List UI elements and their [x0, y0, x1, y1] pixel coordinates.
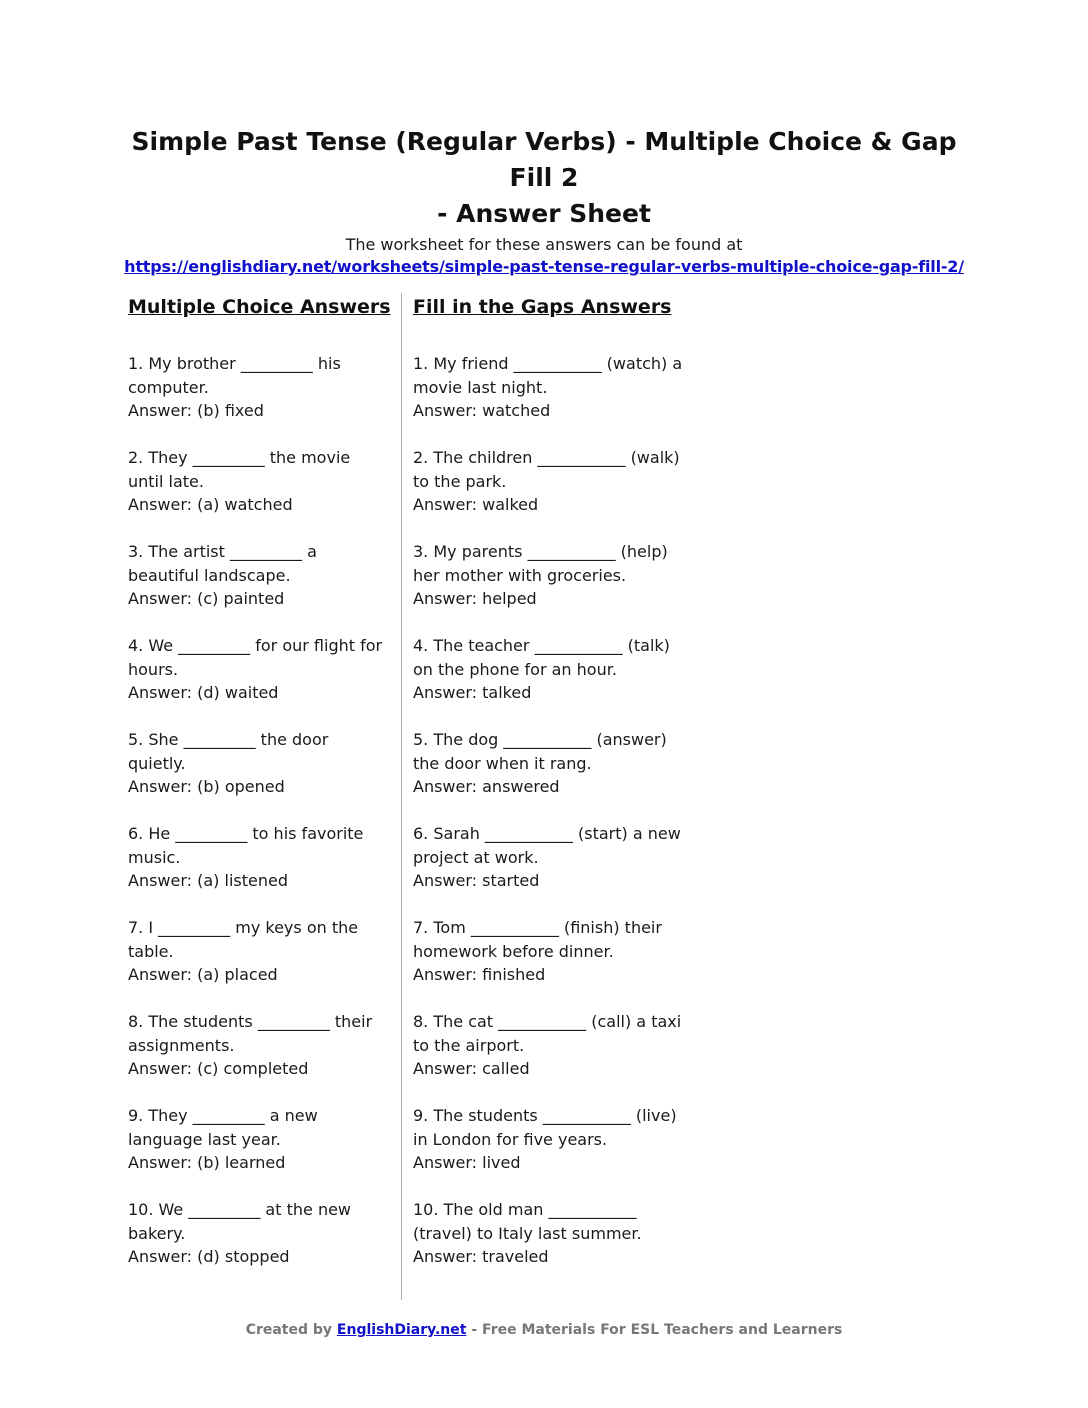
question-text: 6. He _________ to his favorite music. — [128, 824, 364, 867]
question-text: 3. My parents ___________ (help) her mother with groceries. — [413, 542, 668, 585]
answer-text: Answer: (c) painted — [128, 589, 285, 608]
answer-text: Answer: (d) waited — [128, 683, 279, 702]
question-text: 6. Sarah ___________ (start) a new project at work. — [413, 824, 681, 867]
question-text: 1. My brother _________ his computer. — [128, 354, 341, 397]
list-item — [413, 728, 688, 799]
question-text: 2. The children ___________ (walk) to the park. — [413, 448, 680, 491]
question-text: 10. We _________ at the new bakery. — [128, 1200, 352, 1243]
gap-fill-column — [413, 292, 688, 1292]
gap-fill-heading: Fill in the Gaps Answers — [413, 296, 672, 318]
multiple-choice-column — [128, 292, 390, 1292]
footer-prefix: Created by — [245, 1322, 333, 1338]
list-item — [413, 1010, 688, 1081]
list-item — [128, 916, 390, 987]
answer-text: Answer: answered — [413, 777, 560, 796]
list-item — [128, 352, 390, 423]
answer-text: Answer: helped — [413, 589, 537, 608]
list-item — [128, 540, 390, 611]
answer-text: Answer: called — [413, 1059, 530, 1078]
list-item — [413, 540, 688, 611]
page-footer — [0, 1322, 1088, 1338]
answer-text: Answer: (a) watched — [128, 495, 293, 514]
list-item — [128, 1198, 390, 1269]
answer-text: Answer: (a) listened — [128, 871, 288, 890]
question-text: 4. The teacher ___________ (talk) on the phone for an hour. — [413, 636, 670, 679]
question-text: 8. The cat ___________ (call) a taxi to the airport. — [413, 1012, 682, 1055]
footer-site-link[interactable]: EnglishDiary.net — [336, 1322, 467, 1338]
column-divider — [401, 293, 402, 1300]
answer-text: Answer: walked — [413, 495, 539, 514]
answer-text: Answer: finished — [413, 965, 546, 984]
list-item — [128, 728, 390, 799]
question-text: 4. We _________ for our flight for hours. — [128, 636, 383, 679]
list-item — [413, 634, 688, 705]
answer-text: Answer: (d) stopped — [128, 1247, 290, 1266]
page-title — [120, 124, 968, 232]
title-line-1: Simple Past Tense (Regular Verbs) - Multiple Choice & Gap Fill 2 — [131, 127, 957, 192]
question-text: 1. My friend ___________ (watch) a movie last night. — [413, 354, 683, 397]
list-item — [413, 1198, 688, 1269]
title-line-2: - Answer Sheet — [437, 199, 651, 228]
answer-text: Answer: lived — [413, 1153, 521, 1172]
answer-text: Answer: watched — [413, 401, 551, 420]
list-item — [128, 634, 390, 705]
question-text: 3. The artist _________ a beautiful landscape. — [128, 542, 317, 585]
question-text: 5. She _________ the door quietly. — [128, 730, 329, 773]
list-item — [413, 352, 688, 423]
list-item — [413, 822, 688, 893]
footer-suffix: - Free Materials For ESL Teachers and Learners — [471, 1322, 843, 1338]
list-item — [128, 1104, 390, 1175]
question-text: 9. The students ___________ (live) in London for five years. — [413, 1106, 677, 1149]
list-item — [128, 1010, 390, 1081]
worksheet-header — [120, 124, 968, 278]
question-text: 7. I _________ my keys on the table. — [128, 918, 359, 961]
multiple-choice-heading: Multiple Choice Answers — [128, 296, 391, 318]
list-item — [413, 916, 688, 987]
list-item — [128, 822, 390, 893]
answer-text: Answer: talked — [413, 683, 532, 702]
question-text: 10. The old man ___________ (travel) to Italy last summer. — [413, 1200, 642, 1243]
worksheet-link[interactable]: https://englishdiary.net/worksheets/simple-past-tense-regular-verbs-multiple-choice-gap-fill-2/ — [124, 257, 964, 276]
question-text: 9. They _________ a new language last year. — [128, 1106, 318, 1149]
question-text: 5. The dog ___________ (answer) the door when it rang. — [413, 730, 667, 773]
worksheet-subtitle: The worksheet for these answers can be found at — [345, 235, 743, 254]
question-text: 7. Tom ___________ (finish) their homework before dinner. — [413, 918, 662, 961]
answer-text: Answer: (b) learned — [128, 1153, 286, 1172]
answer-text: Answer: started — [413, 871, 540, 890]
answer-text: Answer: (a) placed — [128, 965, 278, 984]
list-item — [413, 1104, 688, 1175]
answer-text: Answer: (b) opened — [128, 777, 285, 796]
question-text: 8. The students _________ their assignments. — [128, 1012, 373, 1055]
answer-text: Answer: (b) fixed — [128, 401, 264, 420]
list-item — [413, 446, 688, 517]
answer-text: Answer: traveled — [413, 1247, 549, 1266]
list-item — [128, 446, 390, 517]
answer-text: Answer: (c) completed — [128, 1059, 309, 1078]
question-text: 2. They _________ the movie until late. — [128, 448, 351, 491]
